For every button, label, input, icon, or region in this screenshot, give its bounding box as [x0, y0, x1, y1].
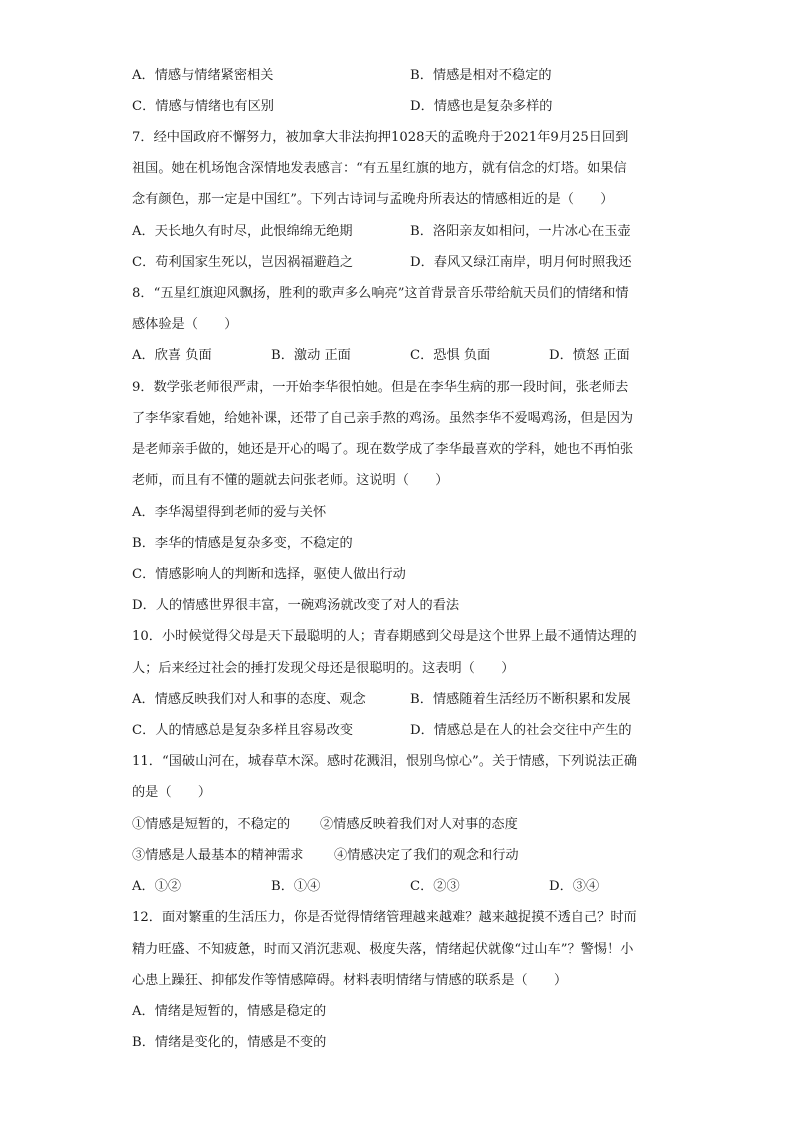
q11-option-d: D．③④ [549, 879, 600, 894]
q8-option-c: C．恐惧 负面 [410, 348, 491, 363]
q9-option-c: C．情感影响人的判断和选择，驱使人做出行动 [132, 567, 406, 582]
q7-option-d: D．春风又绿江南岸，明月何时照我还 [410, 255, 632, 270]
q8-stem-line: 感体验是（ ） [132, 317, 238, 332]
q10-option-a: A．情感反映我们对人和事的态度、观念 [132, 692, 366, 707]
q7-option-a: A．天长地久有时尽，此恨绵绵无绝期 [132, 224, 353, 239]
q10-option-d: D．情感总是在人的社会交往中产生的 [410, 723, 632, 738]
q7-option-c: C．苟利国家生死以，岂因祸福避趋之 [132, 255, 354, 270]
q11-statement-3: ③情感是人最基本的精神需求 [132, 848, 304, 863]
q6-option-c: C．情感与情绪也有区别 [132, 99, 274, 114]
q9-stem-line: 9．数学张老师很严肃，一开始李华很怕她。但是在李华生病的那一段时间，张老师去 [132, 380, 629, 395]
q11-option-c: C．②③ [410, 879, 460, 894]
q11-statement-4: ④情感决定了我们的观念和行动 [334, 848, 519, 863]
q9-option-a: A．李华渴望得到老师的爱与关怀 [132, 505, 327, 520]
q8-stem-line: 8．“五星红旗迎风飘扬，胜利的歌声多么响亮”这首背景音乐带给航天员们的情绪和情 [132, 286, 629, 301]
q6-option-b: B．情感是相对不稳定的 [410, 68, 552, 83]
q9-stem-line: 老师，而且有不懂的题就去问张老师。这说明（ ） [132, 473, 449, 488]
q10-option-c: C．人的情感总是复杂多样且容易改变 [132, 723, 354, 738]
q12-stem-line: 12．面对繁重的生活压力，你是否觉得情绪管理越来越难？越来越捉摸不透自己？时而 [132, 910, 637, 925]
q12-stem-line: 心患上躁狂、抑郁发作等情感障碍。材料表明情绪与情感的联系是（ ） [132, 973, 568, 988]
q12-option-b: B．情绪是变化的，情感是不变的 [132, 1035, 327, 1050]
q9-option-d: D．人的情感世界很丰富，一碗鸡汤就改变了对人的看法 [132, 598, 460, 613]
q8-option-b: B．激动 正面 [271, 348, 351, 363]
q9-stem-line: 是老师亲手做的，她还是开心的喝了。现在数学成了李华最喜欢的学科，她也不再怕张 [132, 442, 634, 457]
q7-stem-line: 祖国。她在机场饱含深情地发表感言：“有五星红旗的地方，就有信念的灯塔。如果信 [132, 161, 627, 176]
q7-stem-line: 7．经中国政府不懈努力，被加拿大非法拘押1028天的孟晚舟于2021年9月25日回到 [132, 130, 629, 145]
q6-option-a: A．情感与情绪紧密相关 [132, 68, 274, 83]
q10-option-b: B．情感随着生活经历不断积累和发展 [410, 692, 631, 707]
q11-option-a: A．①② [132, 879, 182, 894]
q7-option-b: B．洛阳亲友如相问，一片冰心在玉壶 [410, 224, 631, 239]
q11-statement-2: ②情感反映着我们对人对事的态度 [320, 817, 518, 832]
q10-stem-line: 10．小时候觉得父母是天下最聪明的人；青春期感到父母是这个世界上最不通情达理的 [132, 629, 637, 644]
q9-option-b: B．李华的情感是复杂多变，不稳定的 [132, 536, 353, 551]
q12-stem-line: 精力旺盛、不知疲惫，时而又消沉悲观、极度失落，情绪起伏就像“过山车”？警惕！小 [132, 942, 634, 957]
q11-option-b: B．①④ [271, 879, 321, 894]
q12-option-a: A．情绪是短暂的，情感是稳定的 [132, 1004, 327, 1019]
q10-stem-line: 人；后来经过社会的捶打发现父母还是很聪明的。这表明（ ） [132, 661, 515, 676]
q11-statement-1: ①情感是短暂的，不稳定的 [132, 817, 291, 832]
q8-option-a: A．欣喜 负面 [132, 348, 212, 363]
q8-option-d: D．愤怒 正面 [549, 348, 630, 363]
q6-option-d: D．情感也是复杂多样的 [410, 99, 553, 114]
q11-stem-line: 的是（ ） [132, 785, 212, 800]
q7-stem-line: 念有颜色，那一定是中国红”。下列古诗词与孟晚舟所表达的情感相近的是（ ） [132, 192, 614, 207]
q9-stem-line: 了李华家看她，给她补课，还带了自己亲手熬的鸡汤。虽然李华不爱喝鸡汤，但是因为 [132, 411, 634, 426]
q11-stem-line: 11．“国破山河在，城春草木深。感时花溅泪，恨别鸟惊心”。关于情感，下列说法正确 [132, 754, 638, 769]
